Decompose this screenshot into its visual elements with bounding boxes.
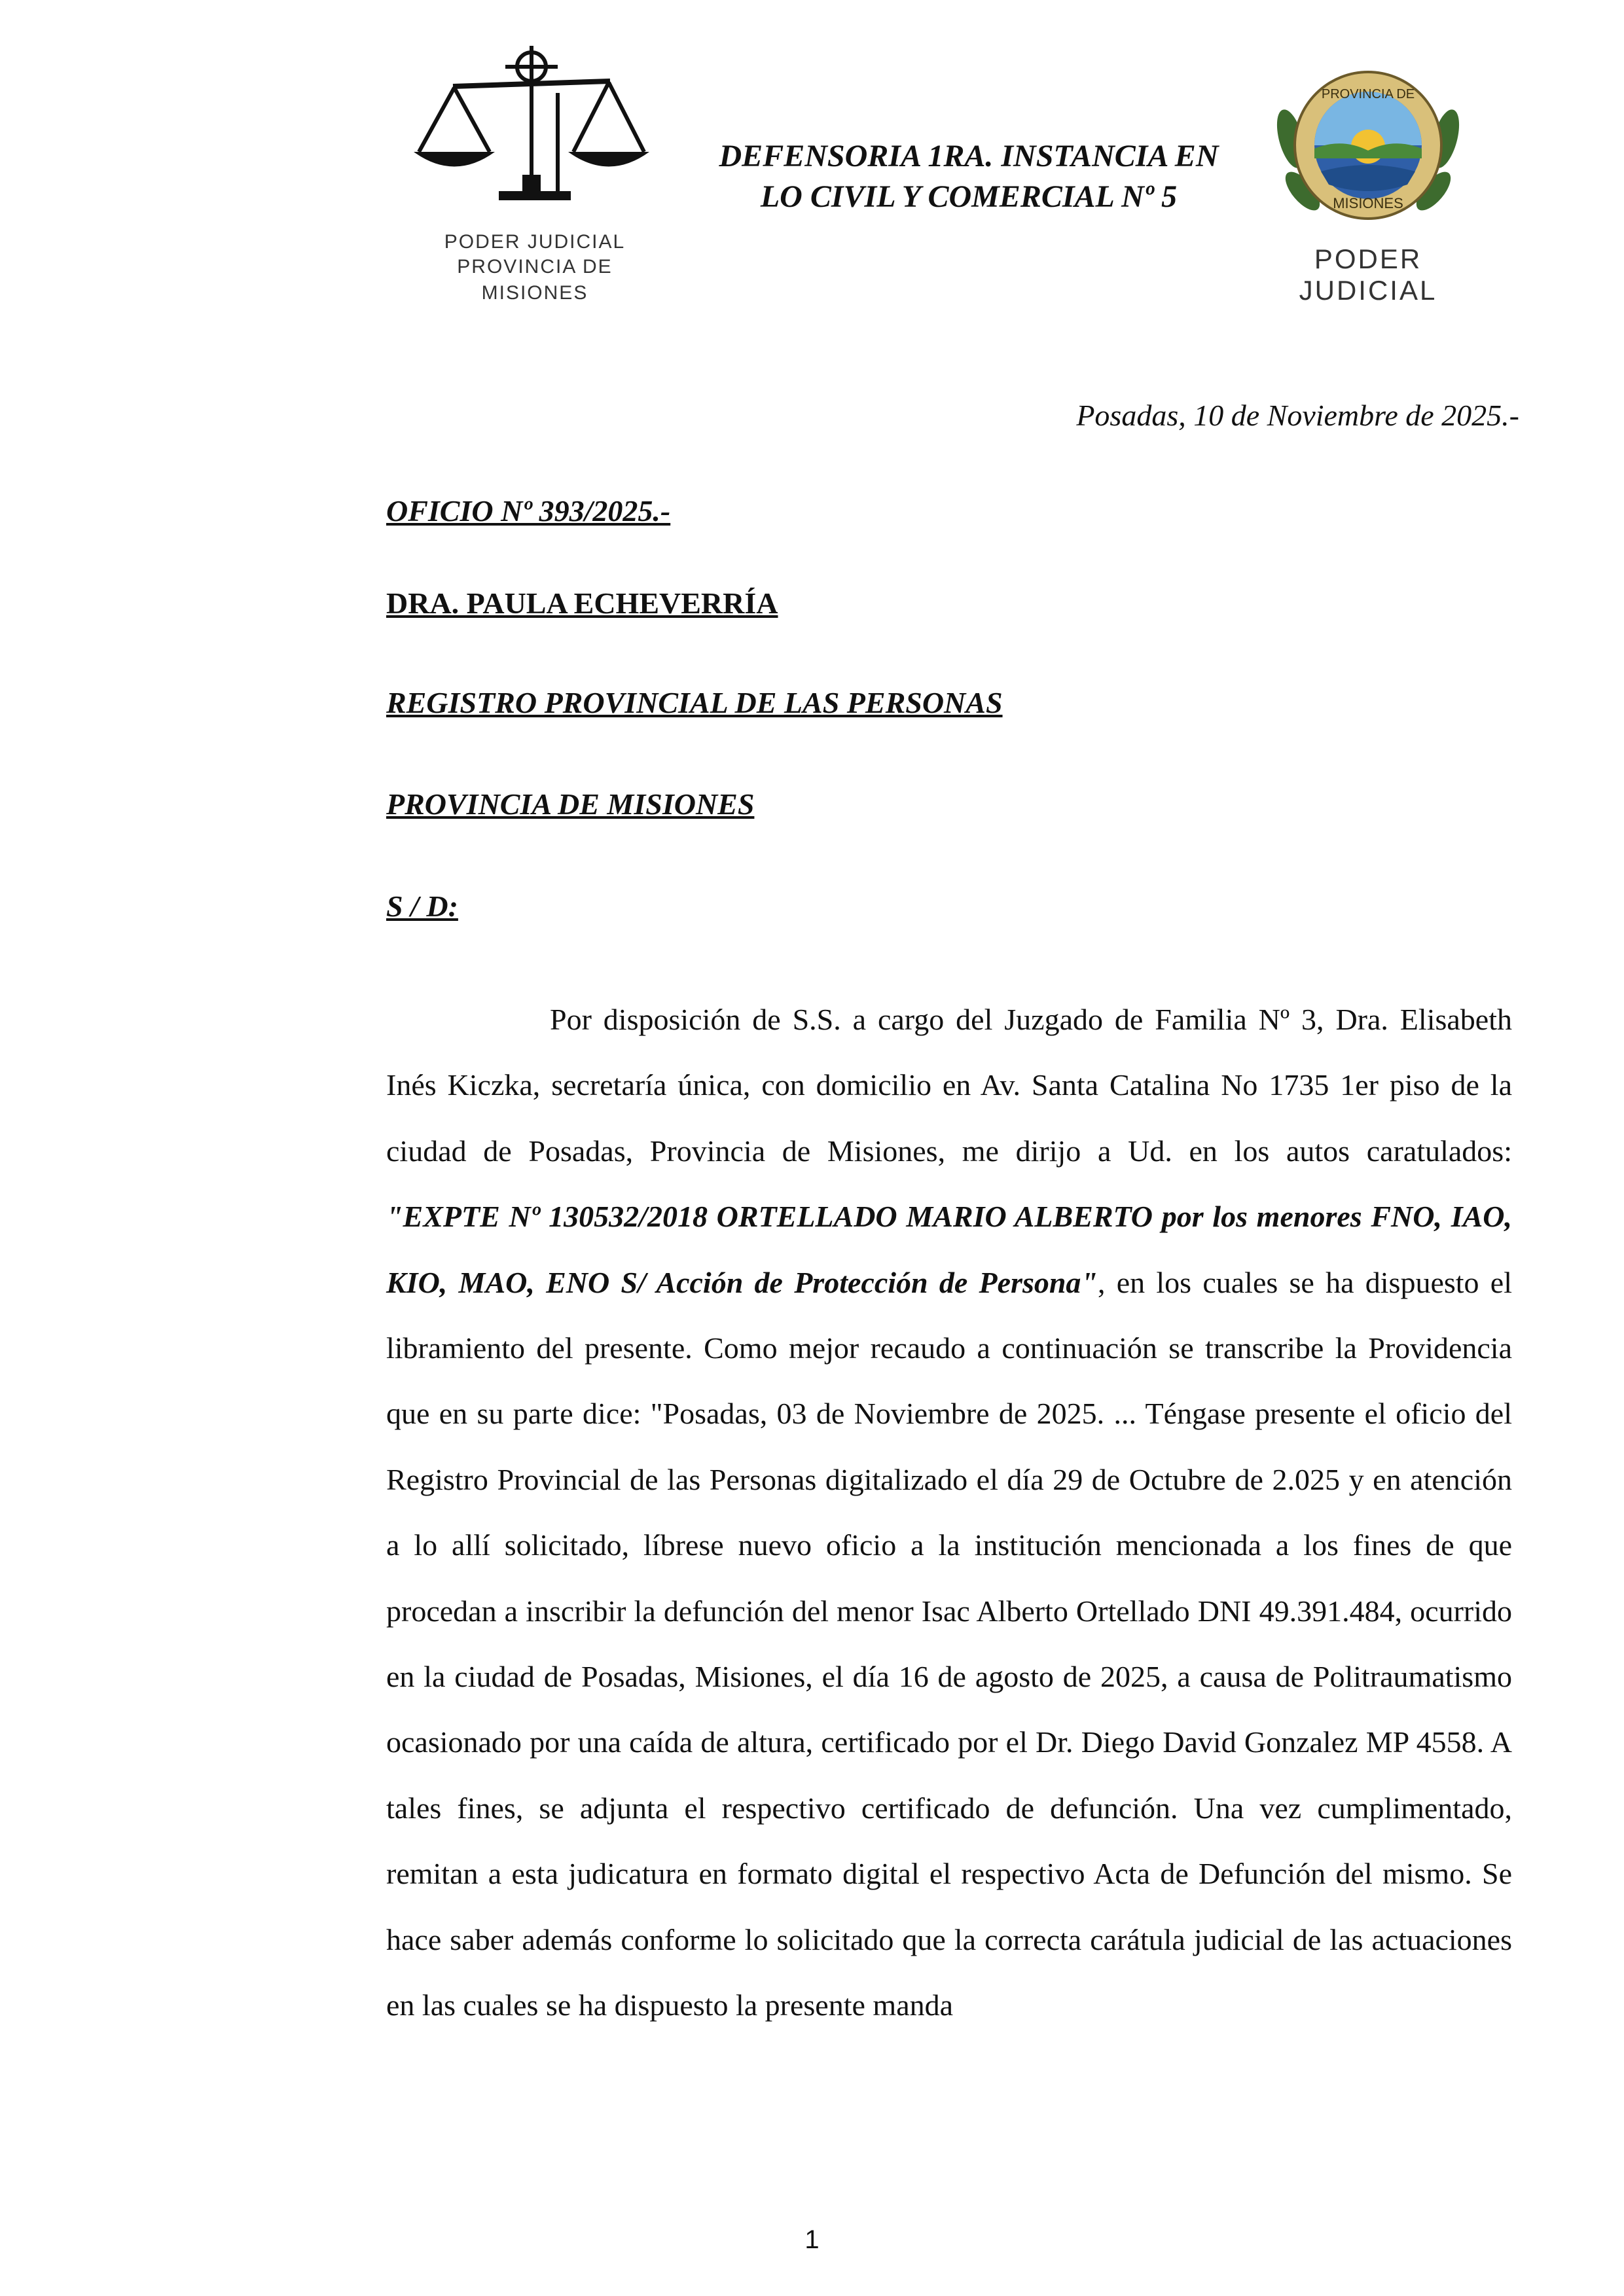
header-title-line1: DEFENSORIA 1RA. INSTANCIA EN — [719, 139, 1219, 173]
recipient-province: PROVINCIA DE MISIONES — [386, 787, 755, 821]
header-title — [681, 136, 1257, 217]
right-logo-caption: PODER JUDICIAL — [1299, 243, 1437, 306]
scales-of-justice-icon — [401, 41, 669, 230]
left-logo-line2: PROVINCIA DE MISIONES — [457, 256, 613, 304]
salutation-sd: S / D: — [386, 889, 458, 923]
oficio-number: OFICIO Nº 393/2025.- — [386, 494, 671, 528]
header-title-line2: LO CIVIL Y COMERCIAL Nº 5 — [760, 179, 1178, 214]
case-caption: "EXPTE Nº 130532/2018 ORTELLADO MARIO ALBERTO por los menores FNO, IAO, KIO, MAO, ENO S/ Acción de Protección de Persona" — [386, 1200, 1512, 1299]
recipient-name: DRA. PAULA ECHEVERRÍA — [386, 586, 778, 620]
seal-text-top: PROVINCIA DE — [1321, 87, 1415, 101]
body-text-part1: Por disposición de S.S. a cargo del Juzgado de Familia Nº 3, Dra. Elisabeth Inés Kiczka, secretaría única, con domicilio en Av. Santa Catalina No 1735 1er piso de la ciudad de Posadas, Provincia de Misiones, me dirijo a Ud. en los autos caratulados: — [386, 1003, 1512, 1168]
place-date: Posadas, 10 de Noviembre de 2025.- — [1076, 399, 1519, 432]
seal-text-bottom: MISIONES — [1333, 195, 1403, 211]
provincial-seal-icon — [1244, 60, 1492, 237]
body-text-part2: , en los cuales se ha dispuesto el libramiento del presente. Como mejor recaudo a continuación se transcribe la Providencia que en su parte dice: "Posadas, 03 de Noviembre de 2025. ... Téngase presente el oficio del Registro Provincial de las Personas digitalizado el día 29 de Octubre de 2.025 y en atención a lo allí solicitado, líbrese nuevo oficio a la institución mencionada a los fines de que procedan a inscribir la defunción del menor Isac Alberto Ortellado DNI 49.391.484, ocurrido en la ciudad de Posadas, Misiones, el día 16 de agosto de 2025, a causa de Politraumatismo ocasionado por una caída de altura, certificado por el Dr. Diego David Gonzalez MP 4558. A tales fines, se adjunta el respectivo certificado de defunción. Una vez cumplimentado, remitan a esta judicatura en formato digital el respectivo Acta de Defunción del mismo. Se hace saber además conforme lo solicitado que la correcta carátula judicial de las actuaciones en las cuales se ha dispuesto la presente manda — [386, 1265, 1512, 2022]
page-number: 1 — [804, 2225, 820, 2254]
poder-judicial-logo-left — [401, 41, 669, 304]
recipient-office: REGISTRO PROVINCIAL DE LAS PERSONAS — [386, 686, 1003, 719]
poder-judicial-seal-right — [1244, 60, 1492, 306]
body-paragraph — [386, 987, 1512, 2039]
left-logo-line1: PODER JUDICIAL — [444, 231, 626, 253]
